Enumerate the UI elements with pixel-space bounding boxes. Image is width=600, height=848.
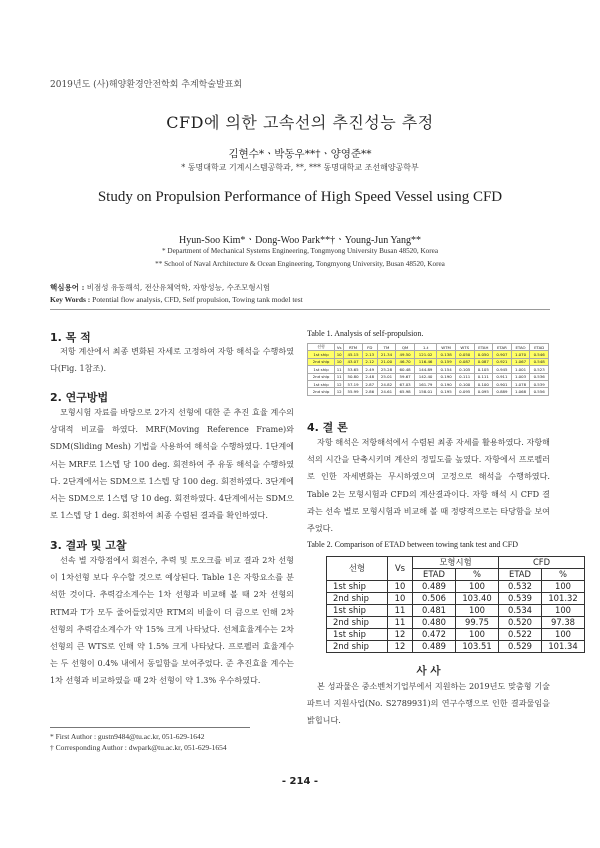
table-1-cell: 0.945 xyxy=(493,366,512,373)
table-1-header-cell: ETAR xyxy=(493,344,512,351)
section-1-title: 1. 목 적 xyxy=(50,331,91,344)
table-1-cell: 10 xyxy=(335,358,344,365)
table-1-cell: 24.61 xyxy=(377,388,396,395)
table-1-cell: 0.050 xyxy=(455,351,474,358)
section-2-text: 모형시험 자료를 바탕으로 2가지 선형에 대한 준 추진 효율 계수의 상대적 비교를 하였다. MRF(Moving Reference Frame)와 SDM(Sliding Mesh) 기법을 사용하여 해석을 수행하였다. 1단계에서는 MRF로 1스텝 당 100 deg. 회전하여 주 유동 해석을 수행하였다. 2단계에서는 SDM으로 1스텝 당 100 deg. 회전하였다. 3단계에서는 SDM으로 1스텝 당 10 deg. 회전하였다. 4단계에서는 SDM으로 1스텝 당 1 deg. 회전하여 최종 수렴된 결과를 확인하였다. xyxy=(50,407,294,521)
footnote-corresponding-author: † Corresponding Author : dwpark@tu.ac.kr, 051-629-1654 xyxy=(50,743,227,752)
table-1-cell: 2nd ship xyxy=(308,388,335,395)
table-2-cell: 100 xyxy=(456,581,499,593)
table-1-row xyxy=(308,351,549,358)
table-1-cell: 49.50 xyxy=(396,351,415,358)
acknowledgment-title: 사 사 xyxy=(416,665,441,677)
table-1-cell: 158.01 xyxy=(414,388,436,395)
keywords-english-label: Key Words : xyxy=(50,295,91,304)
table-2-cell: 0.520 xyxy=(499,617,542,629)
table-1-cell: 121.02 xyxy=(414,351,436,358)
table-1-cell: 0.536 xyxy=(530,373,549,380)
table-1-cell: 0.100 xyxy=(455,380,474,387)
table-2-caption: Table 2. Comparison of ETAD between towing tank test and CFD xyxy=(307,540,518,549)
table-1-cell: 116.46 xyxy=(414,358,436,365)
table-1-row xyxy=(308,358,549,365)
section-1-text: 저항 계산에서 최종 변화된 자세로 고정하여 자항 해석을 수행하였다(Fig. 1참조). xyxy=(50,346,294,374)
keywords-korean-text: 비점성 유동해석, 전산유체역학, 자항성능, 수조모형시험 xyxy=(86,283,271,292)
footnote-divider xyxy=(50,727,250,728)
table-1-cell: 0.095 xyxy=(474,388,493,395)
table-2-cell: 0.522 xyxy=(499,629,542,641)
section-2-title: 2. 연구방법 xyxy=(50,391,109,404)
table-2-cell: 11 xyxy=(388,617,413,629)
table-1-cell: 161.79 xyxy=(414,380,436,387)
keywords-english xyxy=(50,295,303,304)
table-1-cell: 0.154 xyxy=(437,366,456,373)
table-1-cell: 0.195 xyxy=(437,388,456,395)
table-1-row xyxy=(308,373,549,380)
divider xyxy=(50,309,550,310)
section-3-title: 3. 결과 및 고찰 xyxy=(50,539,127,552)
table-1-cell: 12 xyxy=(335,380,344,387)
table-2-row xyxy=(327,581,585,593)
table-2-row xyxy=(327,605,585,617)
table-1-cell: 0.087 xyxy=(455,358,474,365)
table-2 xyxy=(326,556,585,653)
table-2-cell: 103.40 xyxy=(456,593,499,605)
table-1-cell: 2.48 xyxy=(362,373,377,380)
table-1-cell: 0.111 xyxy=(455,373,474,380)
table-2-cell: 0.489 xyxy=(413,581,456,593)
affiliation-korean: * 동명대학교 기계시스템공학과, **, *** 동명대학교 조선해양공학부 xyxy=(181,163,419,172)
table-1-cell: 45.15 xyxy=(344,351,363,358)
table-2-cell: 100 xyxy=(456,629,499,641)
authors-english: Hyun-Soo Kim*ㆍDong-Woo Park**†ㆍYoung-Jun Yang** xyxy=(179,235,421,246)
table-1-header-cell: 선형 xyxy=(308,344,335,351)
table-1-cell: 1.067 xyxy=(511,358,530,365)
table-1-header-cell: ETAH xyxy=(474,344,493,351)
table-2-cell: 100 xyxy=(542,605,585,617)
table-1-cell: 1.068 xyxy=(511,388,530,395)
table-1-cell: 2.13 xyxy=(362,351,377,358)
table-1-cell: 0.889 xyxy=(493,388,512,395)
table-1-header-cell: QM xyxy=(396,344,415,351)
table-2-header-cfd: CFD xyxy=(499,557,585,569)
table-1-row xyxy=(308,388,549,395)
table-1-cell: 2.87 xyxy=(362,380,377,387)
table-1-cell: 59.67 xyxy=(396,373,415,380)
table-1-header-cell: FD xyxy=(362,344,377,351)
table-1-cell: 46.70 xyxy=(396,358,415,365)
table-2-cell: 10 xyxy=(388,581,413,593)
table-2-cell: 103.51 xyxy=(456,641,499,653)
acknowledgment-text: 본 성과물은 중소벤처기업부에서 지원하는 2019년도 맞춤형 기술파트너 지원사업(No. S2789931)의 연구수행으로 인한 결과물임을 밝힙니다. xyxy=(307,681,550,726)
table-1-cell: 65.98 xyxy=(396,388,415,395)
table-1-cell: 1.070 xyxy=(511,351,530,358)
table-2-cell: 0.481 xyxy=(413,605,456,617)
table-2-cell: 0.489 xyxy=(413,641,456,653)
table-2-cell: 99.75 xyxy=(456,617,499,629)
table-1-cell: 0.556 xyxy=(530,388,549,395)
table-2-subheader-cell: % xyxy=(542,569,585,581)
table-1-cell: 55.99 xyxy=(344,388,363,395)
table-1-cell: 0.100 xyxy=(474,380,493,387)
table-1-header-cell: 1-t xyxy=(414,344,436,351)
table-2-header-test: 모형시험 xyxy=(413,557,499,569)
table-1-cell: 0.523 xyxy=(530,366,549,373)
table-1-cell: 0.921 xyxy=(493,358,512,365)
table-1-cell: 0.546 xyxy=(530,351,549,358)
table-2-cell: 1st ship xyxy=(327,605,388,617)
section-3-text: 선속 별 자항점에서 회전수, 추력 및 토오크를 비교 결과 2차 선형이 1차선형 보다 우수할 것으로 예상된다. Table 1은 자항요소를 분석한 것이다. 추력감소계수는 1차 선형과 비교해 볼 때 2차 선형의 RTM과 T가 모두 줄어들었지만 RTM의 비율이 더 큼으로 인해 2차 선형의 추력감소계수가 약 15% 크게 나타났다. 선체효율계수는 2차 선형의 큰 WTS로 인해 약 1.5% 크게 나타났다. 프로펠러 효율계수는 두 선형이 0.4% 내에서 동일함을 보여주었다. 준 추진효율 계수는 1차 선형과 비교하였을 때 2차 선형이 약 1.3% 우수하였다. xyxy=(50,555,294,686)
table-1-cell: 0.050 xyxy=(474,351,493,358)
table-2-subheader-cell: % xyxy=(456,569,499,581)
table-2-cell: 0.472 xyxy=(413,629,456,641)
table-2-cell: 1st ship xyxy=(327,581,388,593)
table-1-cell: 43.07 xyxy=(344,358,363,365)
table-1-header-cell: WTS xyxy=(455,344,474,351)
page-number: - 214 - xyxy=(281,776,319,787)
table-1-cell: 0.548 xyxy=(530,358,549,365)
table-1-cell: 0.105 xyxy=(455,366,474,373)
table-1-cell: 11 xyxy=(335,366,344,373)
table-1-cell: 0.159 xyxy=(437,358,456,365)
affiliation-english-2: ** School of Naval Architecture & Ocean Engineering, Tongmyong University, Busan 48520, Korea xyxy=(155,260,445,268)
table-1-cell: 1st ship xyxy=(308,366,335,373)
table-1-cell: 57.19 xyxy=(344,380,363,387)
affiliation-english-1: * Department of Mechanical Systems Engineering, Tongmyong University Busan 48520, Korea xyxy=(161,247,439,255)
table-1-cell: 0.901 xyxy=(493,380,512,387)
table-1-cell: 0.087 xyxy=(474,358,493,365)
table-1-cell: 1.078 xyxy=(511,380,530,387)
table-2-cell: 101.34 xyxy=(542,641,585,653)
table-2-cell: 0.539 xyxy=(499,593,542,605)
table-1-cell: 21.34 xyxy=(377,351,396,358)
title-korean: CFD에 의한 고속선의 추진성능 추정 xyxy=(166,113,434,132)
table-1-header-cell: ETAD xyxy=(530,344,549,351)
keywords-korean-label: 핵심용어 : xyxy=(50,283,85,292)
section-4-text: 자항 해석은 저항해석에서 수렴된 최종 자세를 활용하였다. 자항해석의 시간을 단축시키며 계산의 정밀도를 높였다. 자항에서 프로펠러로 인한 자세변화는 무시하였으며 고정으로 해석을 수행하였다. Table 2는 모형시험과 CFD의 계산결과이다. 자항 해석 시 CFD 결과는 선속 별로 모형시험과 비교해 볼 때 정량적으로는 타당함을 보여주었다. xyxy=(307,437,550,534)
table-2-cell: 101.32 xyxy=(542,593,585,605)
keywords-korean xyxy=(50,282,270,293)
title-english: Study on Propulsion Performance of High Speed Vessel using CFD xyxy=(97,189,503,205)
table-1-cell: 0.190 xyxy=(437,373,456,380)
table-1-row xyxy=(308,366,549,373)
section-4-title: 4. 결 론 xyxy=(307,421,348,434)
table-1-cell: 11 xyxy=(335,373,344,380)
table-1 xyxy=(307,343,549,396)
table-1-cell: 50.80 xyxy=(344,373,363,380)
table-1-cell: 0.095 xyxy=(455,388,474,395)
table-1-header-cell: ETAO xyxy=(511,344,530,351)
table-2-row xyxy=(327,641,585,653)
table-1-caption: Table 1. Analysis of self-propulsion. xyxy=(307,329,424,338)
table-1-cell: 25.28 xyxy=(377,366,396,373)
table-2-cell: 10 xyxy=(388,593,413,605)
table-2-cell: 11 xyxy=(388,605,413,617)
table-1-cell: 0.539 xyxy=(530,380,549,387)
table-1-cell: 0.911 xyxy=(493,373,512,380)
table-2-cell: 12 xyxy=(388,641,413,653)
table-2-subheader-cell: ETAD xyxy=(499,569,542,581)
table-2-cell: 0.506 xyxy=(413,593,456,605)
table-2-cell: 2nd ship xyxy=(327,593,388,605)
table-1-cell: 0.138 xyxy=(437,351,456,358)
table-1-cell: 0.111 xyxy=(474,373,493,380)
table-1-cell: 142.40 xyxy=(414,373,436,380)
table-2-row xyxy=(327,617,585,629)
table-1-row xyxy=(308,380,549,387)
table-2-cell: 97.38 xyxy=(542,617,585,629)
table-1-cell: 53.65 xyxy=(344,366,363,373)
table-1-header-cell: WTM xyxy=(437,344,456,351)
table-2-header-ship: 선형 xyxy=(327,557,388,581)
table-1-header-cell: TM xyxy=(377,344,396,351)
conference-header: 2019년도 (사)해양환경안전학회 추계학술발표회 xyxy=(50,80,243,90)
table-1-cell: 0.190 xyxy=(437,380,456,387)
table-1-cell: 21.00 xyxy=(377,358,396,365)
table-1-cell: 60.48 xyxy=(396,366,415,373)
table-2-cell: 0.529 xyxy=(499,641,542,653)
authors-korean: 김현수*ㆍ박동우**†ㆍ양영준** xyxy=(228,148,372,160)
table-2-row xyxy=(327,629,585,641)
table-1-cell: 24.82 xyxy=(377,380,396,387)
table-1-cell: 2.49 xyxy=(362,366,377,373)
table-2-subheader-cell: ETAD xyxy=(413,569,456,581)
table-1-cell: 67.03 xyxy=(396,380,415,387)
table-1-cell: 1.003 xyxy=(511,373,530,380)
table-2-cell: 12 xyxy=(388,629,413,641)
table-1-header-cell: RTM xyxy=(344,344,363,351)
table-2-cell: 1st ship xyxy=(327,629,388,641)
table-1-cell: 2nd ship xyxy=(308,358,335,365)
table-2-cell: 0.534 xyxy=(499,605,542,617)
table-1-header-cell: Vs xyxy=(335,344,344,351)
keywords-english-text: Potential flow analysis, CFD, Self propulsion, Towing tank model test xyxy=(92,295,303,304)
footnote-first-author: * First Author : gustn9484@tu.ac.kr, 051-629-1642 xyxy=(50,732,205,741)
table-1-cell: 12 xyxy=(335,388,344,395)
table-1-cell: 10 xyxy=(335,351,344,358)
table-1-cell: 1st ship xyxy=(308,351,335,358)
table-2-header-row xyxy=(327,557,585,569)
table-1-cell: 1st ship xyxy=(308,380,335,387)
table-2-cell: 0.480 xyxy=(413,617,456,629)
table-2-cell: 2nd ship xyxy=(327,641,388,653)
table-2-cell: 0.532 xyxy=(499,581,542,593)
table-2-cell: 100 xyxy=(542,629,585,641)
table-2-cell: 100 xyxy=(542,581,585,593)
table-1-cell: 2nd ship xyxy=(308,373,335,380)
table-2-row xyxy=(327,593,585,605)
table-1-header-row xyxy=(308,344,549,351)
table-1-cell: 1.001 xyxy=(511,366,530,373)
table-1-cell: 2.12 xyxy=(362,358,377,365)
table-1-cell: 144.89 xyxy=(414,366,436,373)
table-1-cell: 0.907 xyxy=(493,351,512,358)
table-1-cell: 25.01 xyxy=(377,373,396,380)
table-2-cell: 2nd ship xyxy=(327,617,388,629)
table-1-cell: 0.105 xyxy=(474,366,493,373)
table-2-cell: 100 xyxy=(456,605,499,617)
table-2-header-vs: Vs xyxy=(388,557,413,581)
table-1-cell: 2.86 xyxy=(362,388,377,395)
